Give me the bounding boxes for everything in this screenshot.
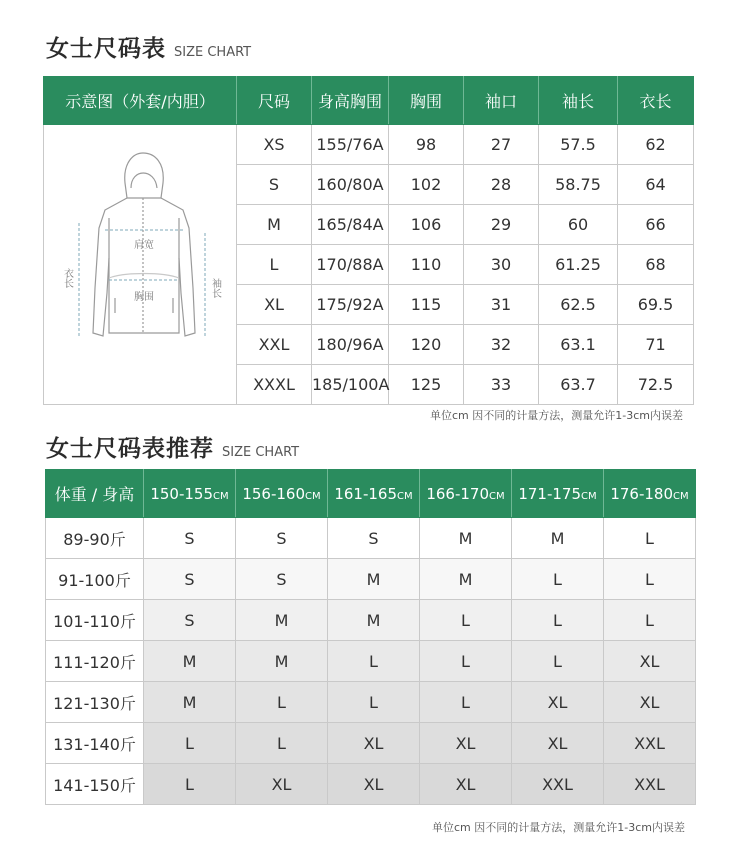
size-chart-heading: [46, 30, 251, 63]
cuff-cell: 28: [464, 165, 539, 205]
size-cell: XS: [237, 125, 312, 165]
chest-cell: 98: [389, 125, 464, 165]
recommended-size-cell: M: [144, 641, 236, 682]
recommended-size-cell: L: [512, 600, 604, 641]
recommended-size-cell: XL: [512, 723, 604, 764]
size-cell: XL: [237, 285, 312, 325]
recommended-size-cell: XL: [328, 723, 420, 764]
recommended-size-cell: S: [236, 559, 328, 600]
recommend-row: [46, 764, 696, 805]
recommended-size-cell: XL: [420, 723, 512, 764]
recommended-size-cell: XL: [328, 764, 420, 805]
chest-cell: 106: [389, 205, 464, 245]
header-chest: 胸围: [389, 77, 464, 125]
header-weight-height: 体重 / 身高: [46, 470, 144, 518]
sleeve-length-cell: 61.25: [539, 245, 618, 285]
size-chart-title: 女士尺码表: [46, 36, 166, 62]
weight-cell: 111-120斤: [46, 641, 144, 682]
header-height-range: [144, 470, 236, 518]
recommend-row: [46, 682, 696, 723]
recommended-size-cell: XL: [604, 641, 696, 682]
recommended-size-cell: L: [512, 641, 604, 682]
recommended-size-cell: M: [236, 600, 328, 641]
size-chart-subtitle: SIZE CHART: [174, 45, 252, 60]
height-chest-cell: 160/80A: [312, 165, 389, 205]
recommended-size-cell: L: [420, 641, 512, 682]
sleeve-length-cell: 58.75: [539, 165, 618, 205]
header-height-range: [604, 470, 696, 518]
recommended-size-cell: L: [144, 764, 236, 805]
recommended-size-cell: XXL: [604, 723, 696, 764]
recommended-size-cell: XL: [604, 682, 696, 723]
header-height-range: [236, 470, 328, 518]
size-cell: S: [237, 165, 312, 205]
recommend-row: [46, 723, 696, 764]
height-chest-cell: 185/100A: [312, 365, 389, 405]
recommended-size-cell: M: [512, 518, 604, 559]
recommended-size-cell: L: [512, 559, 604, 600]
recommended-size-cell: L: [604, 559, 696, 600]
size-chart-row: [44, 125, 694, 165]
sleeve-length-cell: 62.5: [539, 285, 618, 325]
sleeve-label: 袖长: [209, 277, 221, 298]
chest-cell: 115: [389, 285, 464, 325]
header-sleeve-length: 袖长: [539, 77, 618, 125]
recommended-size-cell: L: [144, 723, 236, 764]
recommended-size-cell: S: [328, 518, 420, 559]
recommended-size-cell: M: [328, 559, 420, 600]
height-range-value: 166-170: [426, 484, 490, 503]
garment-length-cell: 68: [618, 245, 694, 285]
recommended-size-cell: L: [328, 682, 420, 723]
recommended-size-cell: XL: [420, 764, 512, 805]
height-range-value: 176-180: [610, 484, 674, 503]
height-range-value: 156-160: [242, 484, 306, 503]
weight-cell: 91-100斤: [46, 559, 144, 600]
chest-cell: 110: [389, 245, 464, 285]
size-cell: M: [237, 205, 312, 245]
garment-length-cell: 64: [618, 165, 694, 205]
recommend-row: [46, 518, 696, 559]
recommended-size-cell: M: [420, 518, 512, 559]
header-garment-length: 衣长: [618, 77, 694, 125]
recommend-row: [46, 641, 696, 682]
cuff-cell: 31: [464, 285, 539, 325]
header-height-chest: 身高胸围: [312, 77, 389, 125]
unit-label: CM: [305, 490, 321, 502]
unit-label: CM: [673, 490, 689, 502]
recommend-title: 女士尺码表推荐: [46, 436, 214, 462]
recommended-size-cell: L: [604, 518, 696, 559]
sleeve-length-cell: 63.7: [539, 365, 618, 405]
weight-cell: 131-140斤: [46, 723, 144, 764]
header-height-range: [420, 470, 512, 518]
size-chart-table: [43, 76, 694, 405]
recommend-header-row: [46, 470, 696, 518]
height-chest-cell: 155/76A: [312, 125, 389, 165]
recommended-size-cell: M: [328, 600, 420, 641]
weight-cell: 89-90斤: [46, 518, 144, 559]
recommended-size-cell: XL: [236, 764, 328, 805]
size-cell: L: [237, 245, 312, 285]
recommend-heading: [46, 430, 299, 463]
recommended-size-cell: S: [144, 518, 236, 559]
weight-cell: 121-130斤: [46, 682, 144, 723]
unit-label: CM: [489, 490, 505, 502]
garment-length-cell: 69.5: [618, 285, 694, 325]
recommended-size-cell: M: [420, 559, 512, 600]
recommend-note: 单位cm 因不同的计量方法，测量允许1-3cm内误差: [432, 821, 685, 834]
cuff-cell: 33: [464, 365, 539, 405]
unit-label: CM: [213, 490, 229, 502]
height-chest-cell: 180/96A: [312, 325, 389, 365]
recommended-size-cell: S: [236, 518, 328, 559]
chest-cell: 102: [389, 165, 464, 205]
chest-cell: 120: [389, 325, 464, 365]
garment-length-cell: 72.5: [618, 365, 694, 405]
cuff-cell: 29: [464, 205, 539, 245]
length-label: 衣长: [61, 267, 73, 288]
header-diagram: 示意图（外套/内胆）: [44, 77, 237, 125]
recommended-size-cell: M: [144, 682, 236, 723]
chest-label: 胸围: [134, 291, 154, 303]
garment-length-cell: 66: [618, 205, 694, 245]
cuff-cell: 30: [464, 245, 539, 285]
chest-cell: 125: [389, 365, 464, 405]
height-range-value: 171-175: [518, 484, 582, 503]
recommended-size-cell: S: [144, 600, 236, 641]
height-chest-cell: 165/84A: [312, 205, 389, 245]
header-size: 尺码: [237, 77, 312, 125]
size-cell: XXXL: [237, 365, 312, 405]
garment-length-cell: 71: [618, 325, 694, 365]
garment-length-cell: 62: [618, 125, 694, 165]
header-cuff: 袖口: [464, 77, 539, 125]
jacket-diagram-illustration: [45, 128, 235, 398]
recommended-size-cell: L: [420, 600, 512, 641]
sleeve-length-cell: 63.1: [539, 325, 618, 365]
unit-label: CM: [397, 490, 413, 502]
weight-cell: 101-110斤: [46, 600, 144, 641]
recommended-size-cell: XXL: [604, 764, 696, 805]
cuff-cell: 27: [464, 125, 539, 165]
size-chart-note: 单位cm 因不同的计量方法，测量允许1-3cm内误差: [430, 409, 683, 422]
recommend-row: [46, 559, 696, 600]
recommended-size-cell: XL: [512, 682, 604, 723]
recommended-size-cell: XXL: [512, 764, 604, 805]
header-height-range: [328, 470, 420, 518]
jacket-diagram: [44, 125, 237, 405]
size-chart-header-row: [44, 77, 694, 125]
height-range-value: 161-165: [334, 484, 398, 503]
cuff-cell: 32: [464, 325, 539, 365]
recommended-size-cell: M: [236, 641, 328, 682]
shoulder-label: 肩宽: [134, 239, 154, 251]
unit-label: CM: [581, 490, 597, 502]
recommended-size-cell: L: [420, 682, 512, 723]
recommend-table: [45, 469, 696, 805]
size-cell: XXL: [237, 325, 312, 365]
recommended-size-cell: S: [144, 559, 236, 600]
height-chest-cell: 175/92A: [312, 285, 389, 325]
recommended-size-cell: L: [604, 600, 696, 641]
weight-cell: 141-150斤: [46, 764, 144, 805]
recommend-row: [46, 600, 696, 641]
recommend-subtitle: SIZE CHART: [222, 445, 300, 460]
recommended-size-cell: L: [236, 682, 328, 723]
header-height-range: [512, 470, 604, 518]
height-range-value: 150-155: [150, 484, 214, 503]
height-chest-cell: 170/88A: [312, 245, 389, 285]
sleeve-length-cell: 60: [539, 205, 618, 245]
sleeve-length-cell: 57.5: [539, 125, 618, 165]
recommended-size-cell: L: [328, 641, 420, 682]
recommended-size-cell: L: [236, 723, 328, 764]
